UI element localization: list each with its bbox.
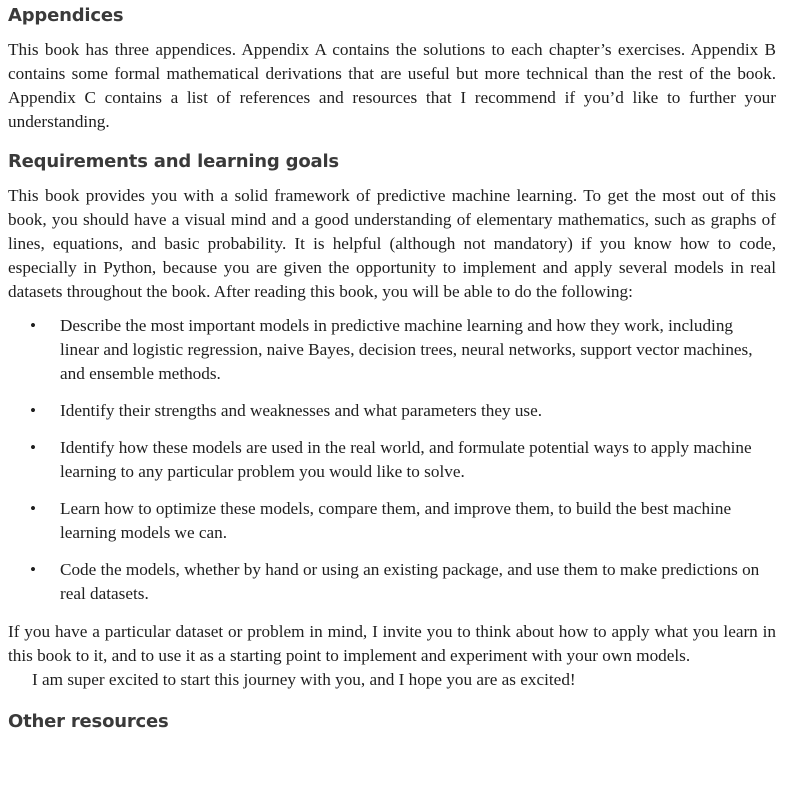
- list-item: [8, 558, 776, 606]
- requirements-paragraph: This book provides you with a solid framework of predictive machine learning. To get the most out of this book, you should have a visual mind and a good understanding of elementary mathematics, such as graphs of lines, equations, and basic probability. It is helpful (although not mandatory) if you know how to code, especially in Python, because you are given the opportunity to implement and apply several models in real datasets throughout the book. After reading this book, you will be able to do the following:: [8, 186, 776, 301]
- excited-paragraph: I am super excited to start this journey with you, and I hope you are as excited!: [32, 670, 576, 689]
- bullet-icon: •: [30, 401, 37, 420]
- list-item: [8, 497, 776, 545]
- appendices-paragraph: This book has three appendices. Appendix A contains the solutions to each chapter’s exercises. Appendix B contains some formal mathematical derivations that are useful but more technical than the rest of the book. Appendix C contains a list of references and resources that I recommend if you’d like to further your understanding.: [8, 40, 776, 131]
- bullet-icon: •: [30, 316, 37, 335]
- list-item: [8, 436, 776, 484]
- bullet-icon: •: [30, 499, 37, 518]
- appendices-heading: Appendices: [8, 5, 124, 26]
- learning-goal-text: Identify their strengths and weaknesses and what parameters they use.: [60, 401, 543, 420]
- learning-goal-text: Code the models, whether by hand or using an existing package, and use them to make predictions on real datasets.: [60, 560, 760, 603]
- learning-goal-text: Identify how these models are used in the real world, and formulate potential ways to apply machine learning to any particular problem you would like to solve.: [60, 438, 752, 481]
- bullet-icon: •: [30, 438, 37, 457]
- closing-paragraph: If you have a particular dataset or problem in mind, I invite you to think about how to apply what you learn in this book to it, and to use it as a starting point to implement and experiment with your own models.: [8, 622, 776, 665]
- other-resources-heading: Other resources: [8, 711, 169, 732]
- list-item: [8, 314, 776, 386]
- learning-goals-list: [8, 314, 776, 606]
- list-item: [8, 399, 776, 423]
- learning-goal-text: Learn how to optimize these models, compare them, and improve them, to build the best machine learning models we can.: [60, 499, 732, 542]
- bullet-icon: •: [30, 560, 37, 579]
- requirements-heading: Requirements and learning goals: [8, 151, 339, 172]
- book-page: [8, 0, 776, 734]
- learning-goal-text: Describe the most important models in predictive machine learning and how they work, including linear and logistic regression, naive Bayes, decision trees, neural networks, support vector machines, and ensemble methods.: [60, 316, 753, 383]
